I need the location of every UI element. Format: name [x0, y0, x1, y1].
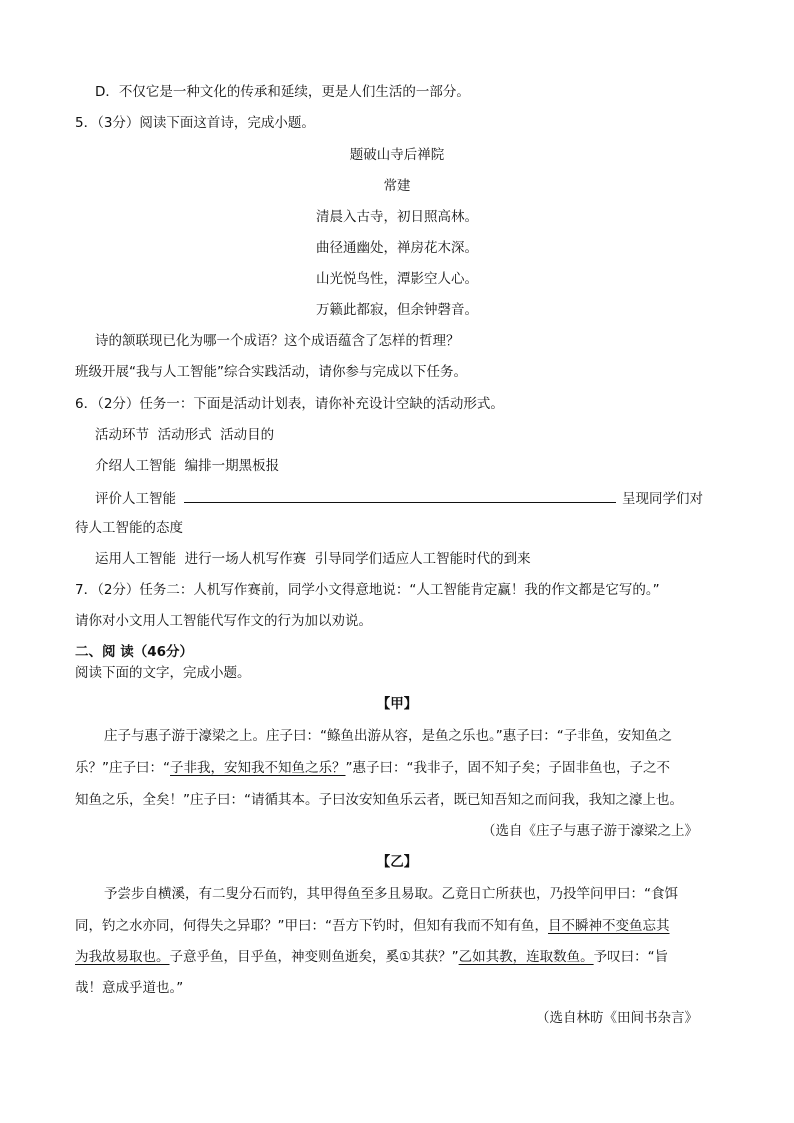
- text-run: ”惠子曰：“我非子，固不知子矣；子固非鱼也，子之不: [345, 760, 670, 776]
- question-6-intro: 6．（2分）任务一：下面是活动计划表，请你补充设计空缺的活动形式。: [75, 396, 504, 412]
- section-title: 二、阅 读（46分）: [75, 644, 193, 660]
- passage-jia-line: [75, 758, 670, 778]
- poem-author: 常建: [383, 178, 411, 194]
- text-run: 同，钓之水亦同，何得失之异耶？”甲曰：“吾方下钓时，但知有我而不知有鱼，: [75, 918, 548, 934]
- table-row: 介绍人工智能 编排一期黑板报: [95, 458, 280, 474]
- question-7-line: 7．（2分）任务二：人机写作赛前，同学小文得意地说：“人工智能肯定赢！我的作文都是它写的。”: [75, 582, 660, 598]
- passage-jia-line: 知鱼之乐，全矣！”庄子曰：“请循其本。子曰汝安知鱼乐云者，既已知吾知之而问我，我知之濠上也。: [75, 792, 683, 808]
- reading-instruction: 阅读下面的文字，完成小题。: [75, 665, 251, 681]
- passage-yi-line: [75, 947, 668, 967]
- table-header: 活动环节 活动形式 活动目的: [95, 427, 275, 443]
- text-run: 予叹曰：“旨: [593, 949, 669, 965]
- passage-jia-title: 【甲】: [376, 696, 418, 712]
- poem-title: 题破山寺后禅院: [349, 147, 445, 163]
- poem-line: 清晨入古寺，初日照高林。: [316, 209, 478, 225]
- underlined-sentence: 子非我，安知我不知鱼之乐？: [170, 760, 346, 776]
- text-run: 子意乎鱼，目乎鱼，神变则鱼逝矣，奚①其获？”: [169, 949, 459, 965]
- passage-yi-line: [75, 916, 670, 936]
- row-purpose: 呈现同学们对: [622, 491, 703, 507]
- underlined-sentence: 目不瞬神不变鱼忘其: [548, 918, 670, 934]
- poem-line: 曲径通幽处，禅房花木深。: [316, 240, 478, 256]
- question-5-intro: 5．（3分）阅读下面这首诗，完成小题。: [75, 115, 315, 131]
- passage-yi-line: 哉！意成乎道也。”: [75, 980, 184, 996]
- question-5-text: 诗的颔联现已化为哪一个成语？这个成语蕴含了怎样的哲理？: [95, 333, 460, 349]
- text-run: 乐？”庄子曰：“: [75, 760, 170, 776]
- passage-jia-source: （选自《庄子与惠子游于濠梁之上》: [482, 823, 698, 839]
- activity-intro: 班级开展“我与人工智能”综合实践活动，请你参与完成以下任务。: [75, 364, 467, 380]
- passage-jia-line: 庄子与惠子游于濠梁之上。庄子曰：“鲦鱼出游从容，是鱼之乐也。”惠子曰：“子非鱼，安知鱼之: [104, 728, 672, 744]
- poem-line: 山光悦鸟性，潭影空人心。: [316, 271, 478, 287]
- poem-line: 万籁此都寂，但余钟磬音。: [316, 302, 478, 318]
- answer-blank[interactable]: [184, 487, 616, 503]
- underlined-sentence: 乙如其教，连取数鱼。: [458, 949, 594, 965]
- row-label: 评价人工智能: [95, 491, 176, 507]
- table-row: [95, 487, 703, 509]
- passage-yi-source: （选自林昉《田间书杂言》: [536, 1010, 698, 1026]
- passage-yi-title: 【乙】: [376, 854, 418, 870]
- passage-yi-line: 予尝步自横溪，有二叟分石而钓，其甲得鱼至多且易取。乙竟日亡所获也，乃投竿问甲曰：“食饵: [104, 886, 678, 902]
- underlined-sentence: 为我故易取也。: [75, 949, 170, 965]
- row-purpose-continued: 待人工智能的态度: [75, 520, 183, 536]
- table-row: 运用人工智能 进行一场人机写作赛 引导同学们适应人工智能时代的到来: [95, 551, 531, 567]
- question-7-line: 请你对小文用人工智能代写作文的行为加以劝说。: [75, 613, 372, 629]
- option-d: D．不仅它是一种文化的传承和延续，更是人们生活的一部分。: [95, 84, 470, 100]
